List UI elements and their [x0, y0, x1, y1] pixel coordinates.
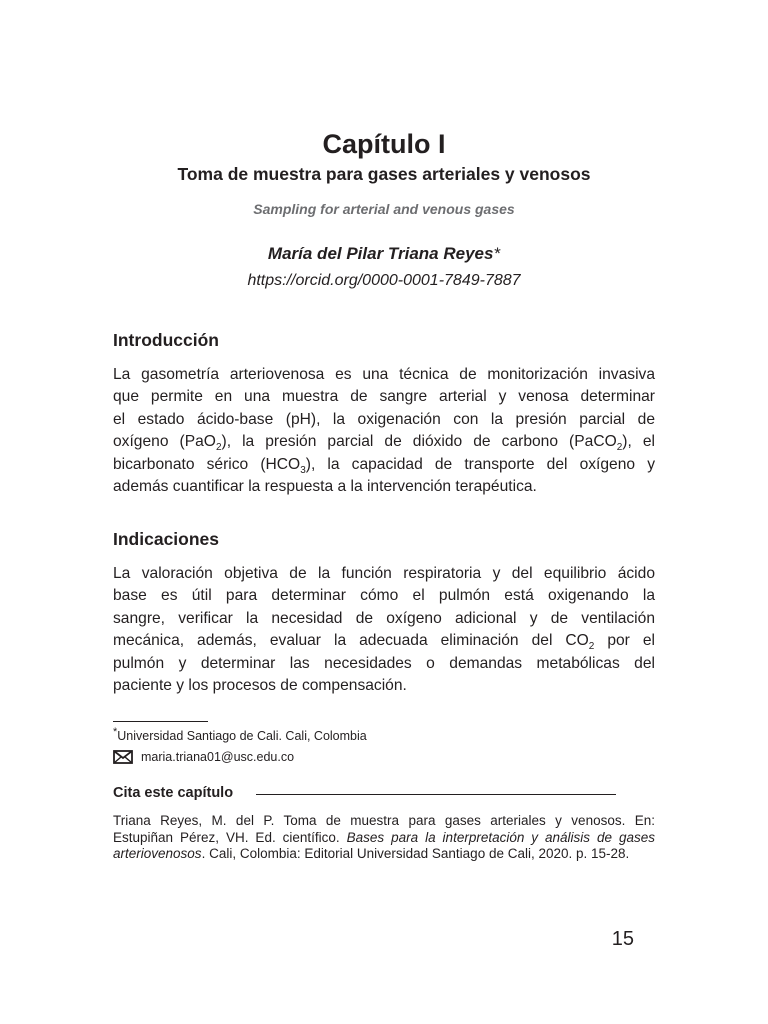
introduction-paragraph: [113, 364, 655, 498]
footnote-affiliation: [113, 725, 367, 744]
author-orcid-link[interactable]: https://orcid.org/0000-0001-7849-7887: [247, 272, 521, 289]
paragraph-line: además cuantificar la respuesta a la intervención terapéutica.: [113, 477, 537, 495]
indications-paragraph: [113, 563, 655, 697]
text-run: ), la capacidad de transporte del oxígeno y: [305, 455, 655, 473]
paragraph-line: [113, 454, 655, 476]
paragraph-line: paciente y los procesos de compensación.: [113, 676, 407, 694]
paragraph-line: La gasometría arteriovenosa es una técnica de monitorización invasiva: [113, 366, 655, 383]
chapter-subtitle: Toma de muestra para gases arteriales y venosos: [177, 164, 591, 184]
page-number: 15: [611, 928, 634, 950]
subscript: 2: [616, 442, 623, 454]
citation-line: [113, 830, 655, 847]
author-name: [0, 242, 768, 266]
citation-divider: [256, 794, 616, 795]
subscript: 2: [215, 442, 222, 454]
email-link[interactable]: maria.triana01@usc.edu.co: [141, 750, 295, 764]
author-name-text: María del Pilar Triana Reyes: [267, 244, 494, 263]
footnote-email: [113, 749, 294, 765]
affiliation-text: Universidad Santiago de Cali. Cali, Colombia: [117, 729, 367, 743]
text-run: mecánica, además, evaluar la adecuada eliminación del CO: [113, 632, 589, 650]
chapter-subtitle-english: Sampling for arterial and venous gases: [253, 201, 515, 217]
footnote-marker: *: [113, 725, 118, 738]
text-run: por el: [594, 632, 655, 650]
paragraph-line: base es útil para determinar cómo el pulmón está oxigenando la: [113, 587, 655, 605]
citation-line: Triana Reyes, M. del P. Toma de muestra para gases arteriales y venosos. En:: [113, 813, 655, 828]
chapter-title: Capítulo I: [322, 129, 446, 159]
paragraph-line: el estado ácido-base (pH), la oxigenación con la presión parcial de: [113, 410, 655, 428]
paragraph-line: pulmón y determinar las necesidades o demandas metabólicas del: [113, 654, 655, 672]
text-run: oxígeno (PaO: [113, 433, 216, 451]
text-run: bicarbonato sérico (HCO: [113, 455, 301, 473]
citation-line: [113, 846, 655, 863]
book-title: Bases para la interpretación y análisis de gases: [346, 829, 655, 845]
subscript: 2: [588, 641, 595, 653]
author-footnote-marker: *: [493, 244, 501, 263]
paragraph-line: La valoración objetiva de la función respiratoria y del equilibrio ácido: [113, 565, 655, 582]
text-run: ), el: [622, 433, 655, 451]
text-run: Estupiñan Pérez, VH. Ed. científico.: [113, 829, 347, 845]
book-title: arteriovenosos: [113, 846, 202, 861]
paragraph-line: [113, 431, 655, 453]
paragraph-line: [113, 630, 655, 652]
paragraph-line: que permite en una muestra de sangre arterial y venosa determinar: [113, 388, 655, 406]
text-run: . Cali, Colombia: Editorial Universidad Santiago de Cali, 2020. p. 15-28.: [201, 846, 630, 861]
introduction-heading: Introducción: [113, 330, 219, 350]
citation-heading: Cita este capítulo: [113, 785, 234, 801]
indications-heading: Indicaciones: [113, 529, 220, 549]
footnote-divider: [113, 721, 208, 722]
envelope-icon: [113, 750, 133, 764]
citation-text: [113, 813, 655, 863]
text-run: ), la presión parcial de dióxido de carbono (PaCO: [221, 433, 617, 451]
paragraph-line: sangre, verificar la necesidad de oxígeno adicional y de ventilación: [113, 609, 655, 627]
subscript: 3: [300, 464, 306, 476]
